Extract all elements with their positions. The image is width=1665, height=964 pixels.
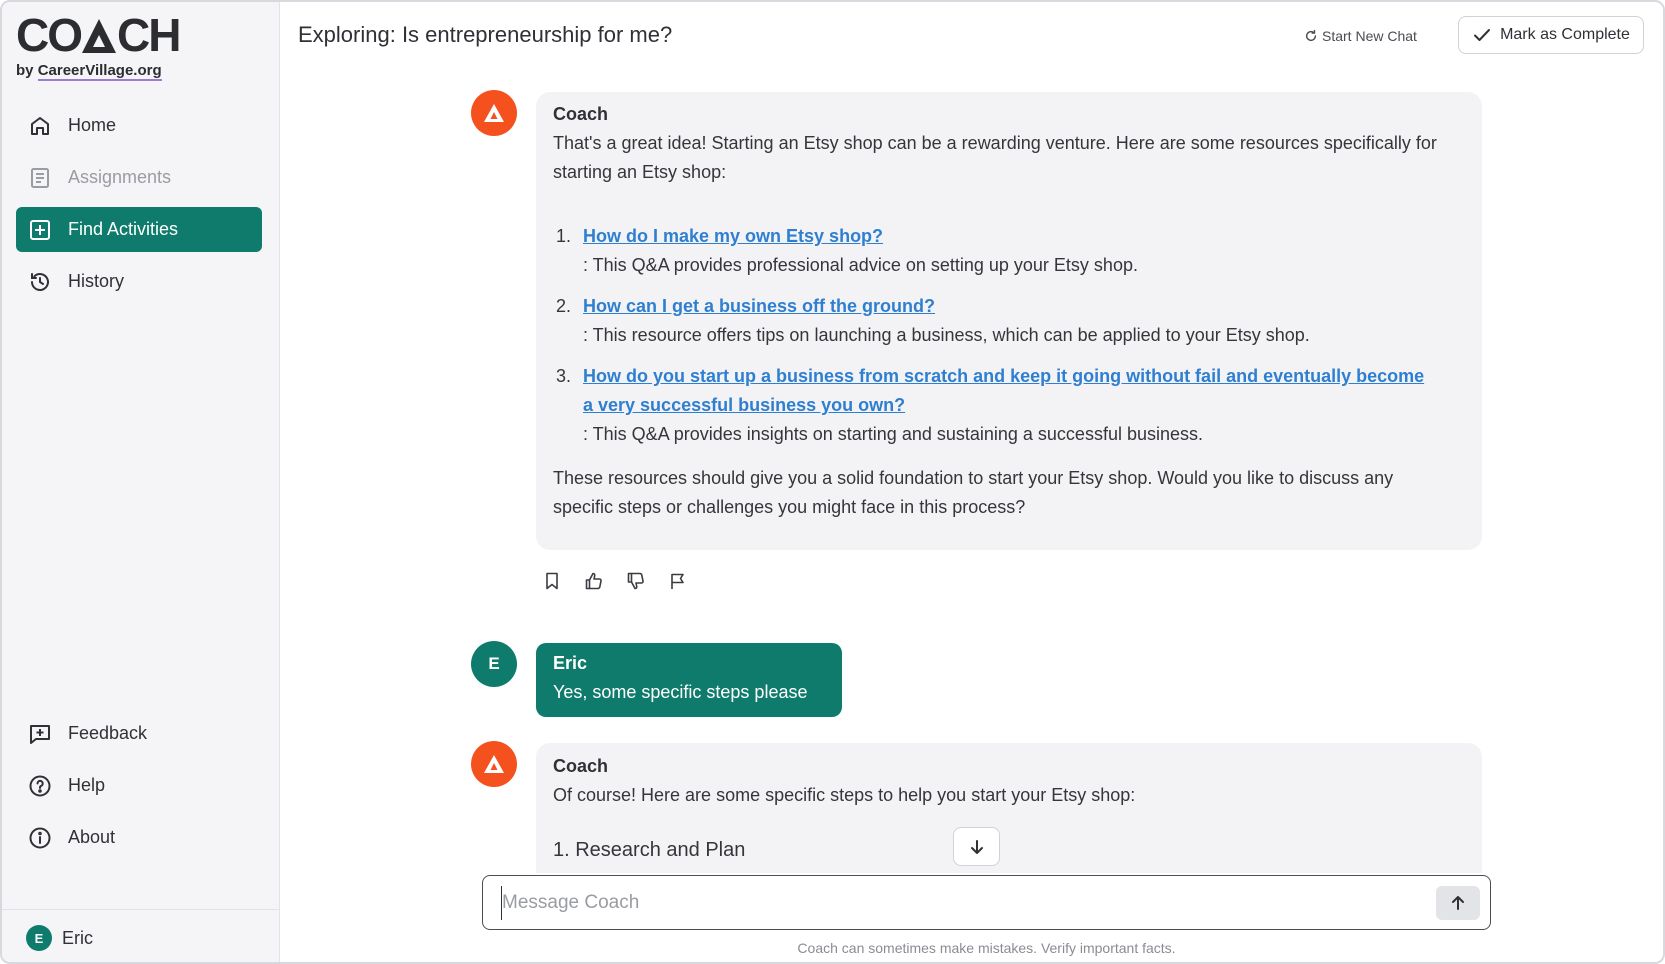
coach-logo-icon bbox=[482, 101, 506, 125]
message-text: Yes, some specific steps please bbox=[553, 682, 808, 702]
coach-avatar bbox=[471, 90, 517, 136]
user-name: Eric bbox=[62, 927, 93, 948]
resource-link[interactable]: How can I get a business off the ground? bbox=[583, 296, 936, 316]
sidebar-item-history[interactable] bbox=[16, 259, 262, 304]
message-actions bbox=[541, 570, 689, 592]
arrow-up-icon bbox=[1449, 894, 1467, 912]
logo-by-prefix: by bbox=[16, 62, 38, 79]
thumbs-down-icon[interactable] bbox=[625, 570, 647, 592]
send-button[interactable] bbox=[1436, 886, 1480, 920]
message-intro: That's a great idea! Starting an Etsy shop can be a rewarding venture. Here are some resources specifically for starting an Etsy shop: bbox=[553, 133, 1437, 182]
logo-text-right: CH bbox=[117, 9, 180, 61]
sidebar-item-label: Assignments bbox=[68, 167, 172, 187]
scroll-to-bottom-button[interactable] bbox=[953, 827, 1000, 866]
start-new-chat-label: Start New Chat bbox=[1322, 28, 1417, 44]
sidebar-item-label: Feedback bbox=[68, 723, 148, 743]
resource-description: : This Q&A provides insights on starting and sustaining a successful business. bbox=[583, 424, 1203, 444]
refresh-icon bbox=[1304, 29, 1318, 43]
sidebar-item-about[interactable] bbox=[16, 815, 262, 860]
sidebar-item-label: Home bbox=[68, 115, 117, 135]
list-number: 1. bbox=[556, 226, 572, 246]
resource-link[interactable] bbox=[583, 366, 1424, 415]
resource-description: : This Q&A provides professional advice on setting up your Etsy shop. bbox=[583, 255, 1138, 275]
sidebar bbox=[2, 2, 280, 964]
coach-message-bubble bbox=[536, 743, 1482, 873]
message-author: Coach bbox=[553, 104, 609, 124]
arrow-down-icon bbox=[968, 838, 986, 856]
mark-as-complete-label: Mark as Complete bbox=[1500, 26, 1630, 43]
thumbs-up-icon[interactable] bbox=[583, 570, 605, 592]
sidebar-item-label: About bbox=[68, 827, 116, 847]
help-icon bbox=[28, 774, 52, 798]
flag-icon[interactable] bbox=[667, 570, 689, 592]
disclaimer-text: Coach can sometimes make mistakes. Verify important facts. bbox=[797, 940, 1176, 956]
coach-avatar bbox=[471, 741, 517, 787]
sidebar-item-label: Help bbox=[68, 775, 106, 795]
info-icon bbox=[28, 826, 52, 850]
feedback-icon bbox=[28, 722, 52, 746]
resource-link[interactable]: How do I make my own Etsy shop? bbox=[583, 226, 884, 246]
message-input[interactable] bbox=[501, 886, 1401, 920]
user-avatar: E bbox=[471, 641, 517, 687]
home-icon bbox=[28, 114, 52, 138]
check-icon bbox=[1472, 25, 1492, 45]
user-profile[interactable] bbox=[2, 909, 280, 964]
list-number: 2. bbox=[556, 296, 572, 316]
plus-square-icon bbox=[28, 218, 52, 242]
bookmark-icon[interactable] bbox=[541, 570, 563, 592]
coach-logo-icon bbox=[482, 752, 506, 776]
mark-as-complete-button[interactable] bbox=[1458, 16, 1644, 54]
resource-link-line1: How do you start up a business from scratch and keep it going without fail and eventually become bbox=[583, 366, 1425, 386]
message-composer bbox=[482, 875, 1491, 930]
sidebar-item-feedback[interactable] bbox=[16, 711, 262, 756]
logo-by-org: CareerVillage.org bbox=[37, 62, 162, 79]
logo-a-mark bbox=[82, 19, 116, 53]
sidebar-item-help[interactable] bbox=[16, 763, 262, 808]
message-outro: These resources should give you a solid foundation to start your Etsy shop. Would you like to discuss any specific steps or challenges you might face in this process? bbox=[553, 468, 1394, 517]
sidebar-item-label: History bbox=[68, 271, 125, 291]
sidebar-item-find-activities[interactable] bbox=[16, 207, 262, 252]
step-heading: 1. Research and Plan bbox=[553, 839, 746, 861]
sidebar-item-assignments[interactable] bbox=[16, 155, 262, 200]
coach-logo[interactable] bbox=[16, 10, 179, 79]
sidebar-item-label: Find Activities bbox=[68, 219, 179, 239]
document-icon bbox=[28, 166, 52, 190]
resource-link-line2: a very successful business you own? bbox=[583, 395, 906, 415]
logo-text-left: CO bbox=[16, 9, 81, 61]
message-intro: Of course! Here are some specific steps to help you start your Etsy shop: bbox=[553, 785, 1136, 805]
logo-byline bbox=[16, 62, 179, 79]
sidebar-item-home[interactable] bbox=[16, 103, 262, 148]
history-icon bbox=[28, 270, 52, 294]
coach-message-bubble bbox=[536, 92, 1482, 550]
resource-description: : This resource offers tips on launching a business, which can be applied to your Etsy shop. bbox=[583, 325, 1310, 345]
list-number: 3. bbox=[556, 366, 572, 386]
page-title: Exploring: Is entrepreneurship for me? bbox=[298, 22, 673, 47]
user-message-bubble bbox=[536, 643, 842, 717]
avatar: E bbox=[26, 925, 52, 951]
start-new-chat-button[interactable] bbox=[1304, 24, 1417, 48]
message-author: Eric bbox=[553, 653, 588, 673]
message-author: Coach bbox=[553, 756, 609, 776]
logo-wordmark bbox=[16, 10, 179, 60]
